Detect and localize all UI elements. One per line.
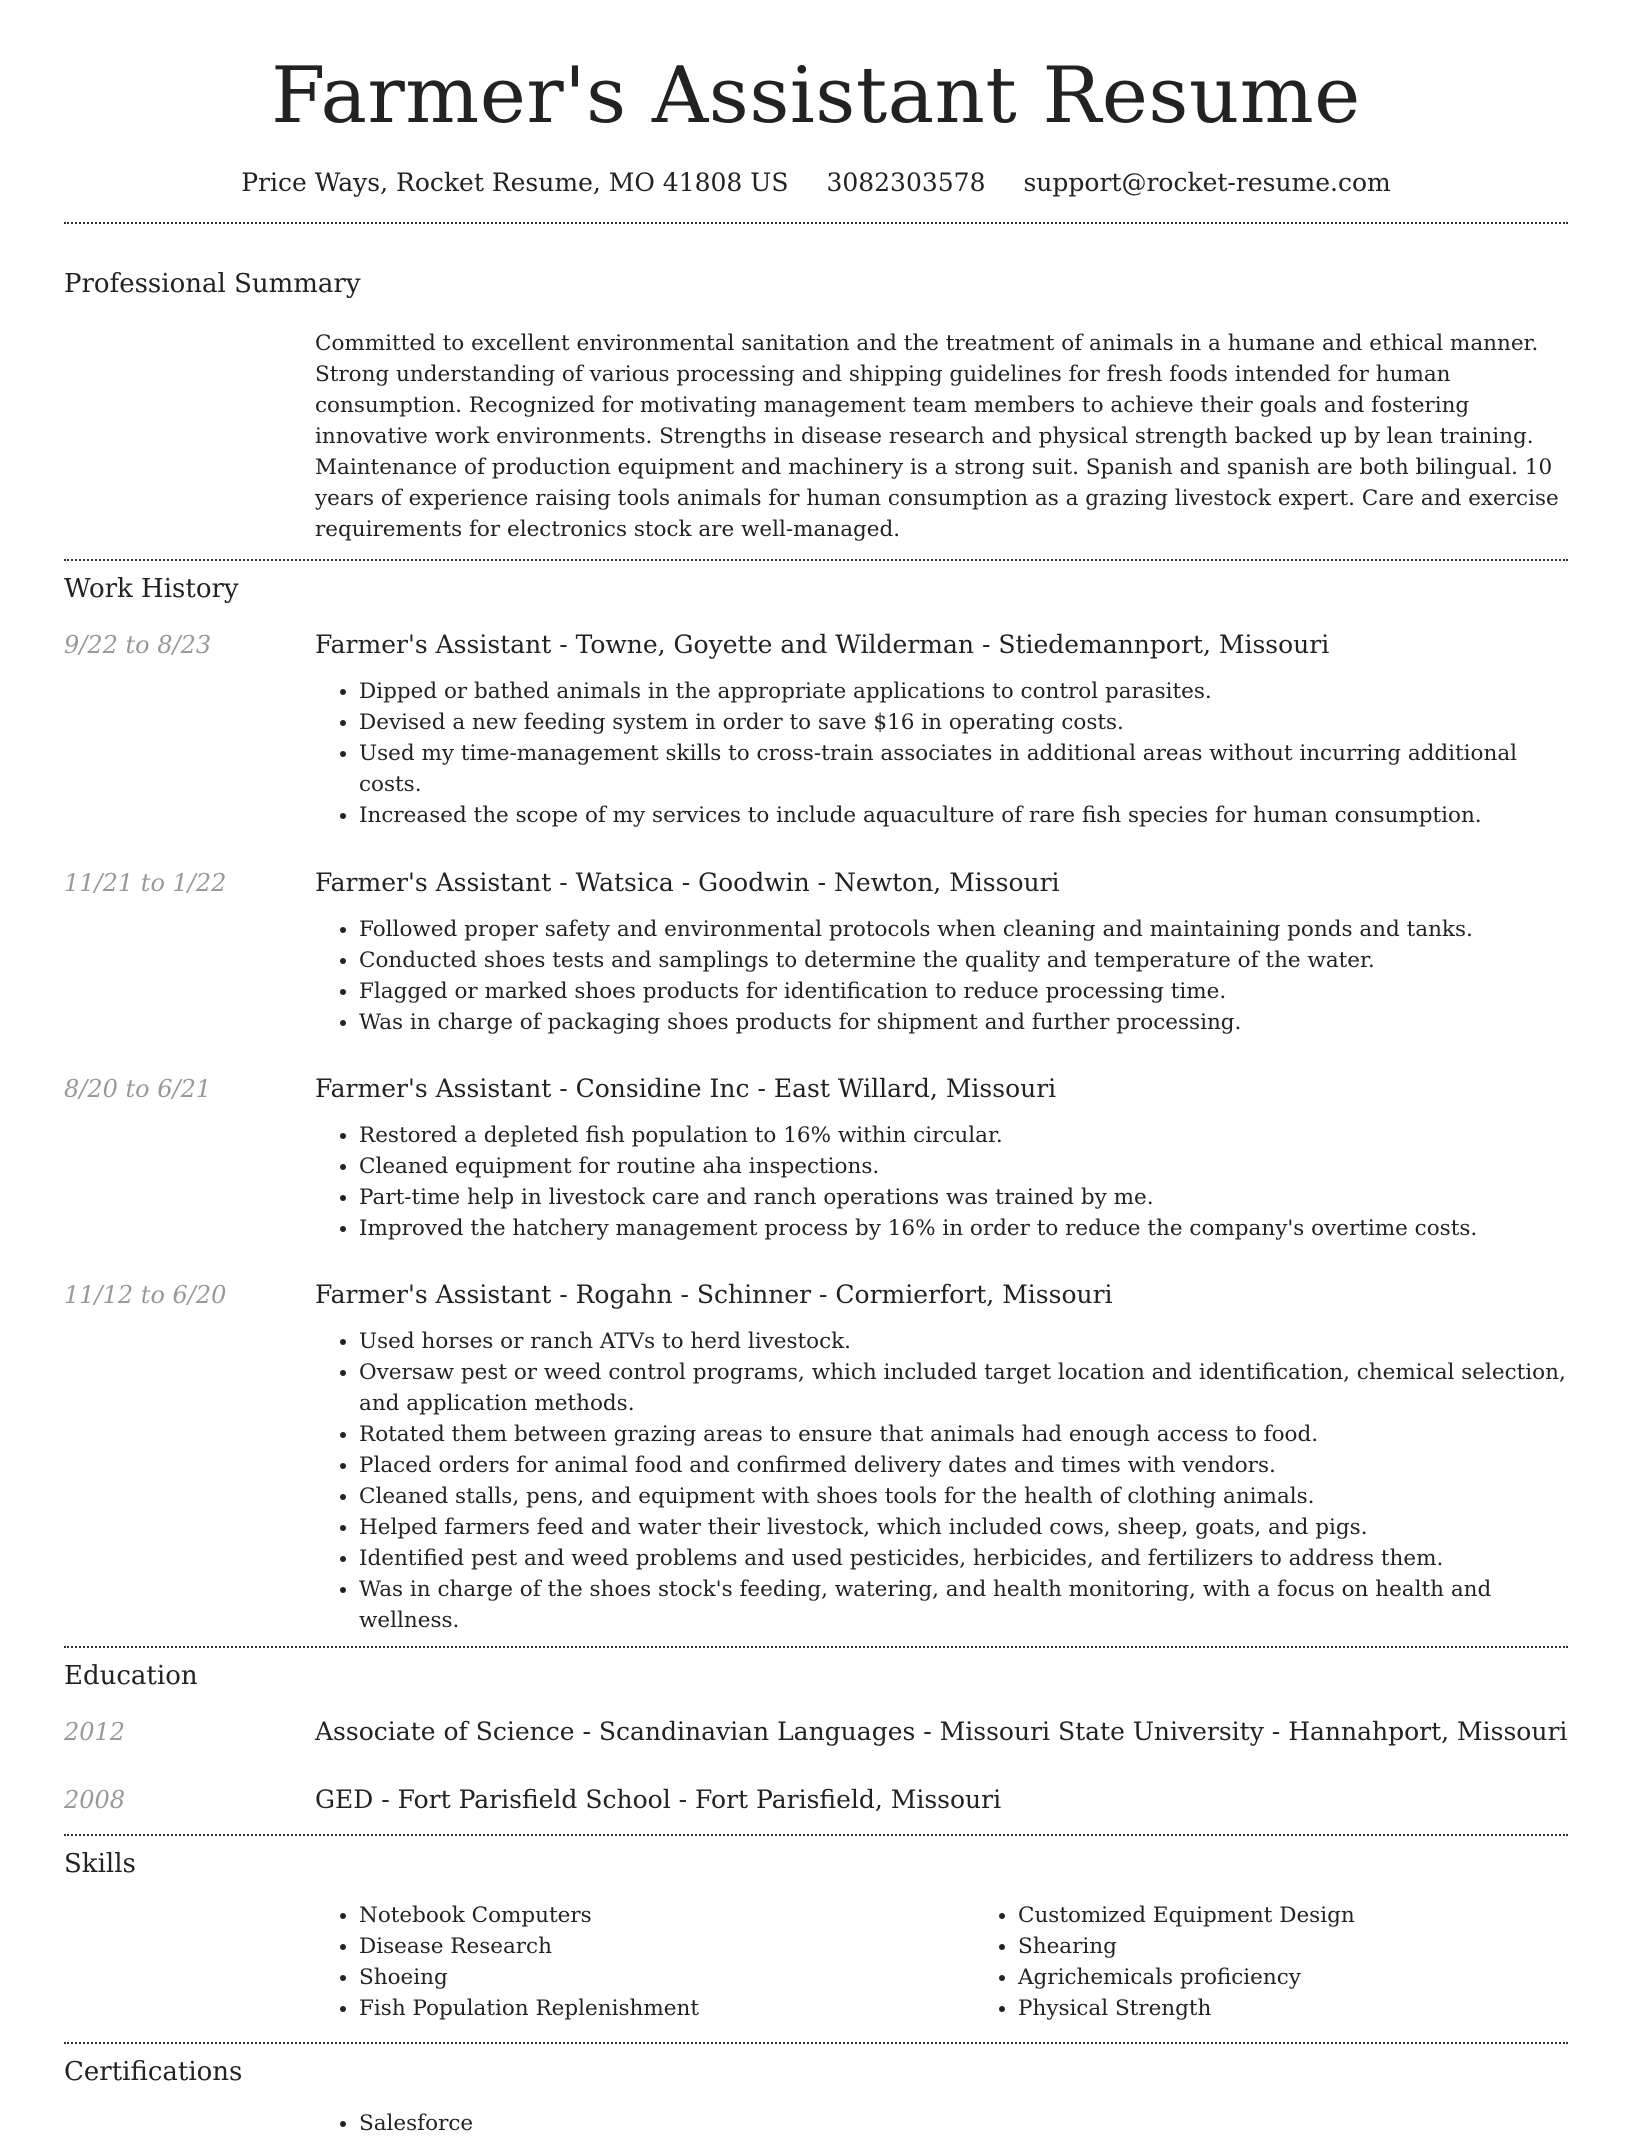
education-degree: Associate of Science - Scandinavian Languages - Missouri State University - Hannahport, Missouri xyxy=(315,1717,1568,1746)
list-item: • Placed orders for animal food and confirmed delivery dates and times with vendors. xyxy=(359,1450,1568,1481)
education-entry xyxy=(64,1716,1568,1748)
job-bullets xyxy=(315,676,1568,831)
list-item: • Disease Research xyxy=(359,1931,974,1962)
resume-header xyxy=(64,0,1568,204)
job-dates: 8/20 to 6/21 xyxy=(64,1075,212,1103)
work-section xyxy=(64,571,1568,1636)
job-title: Farmer's Assistant - Considine Inc - East Willard, Missouri xyxy=(315,1074,1057,1103)
resume-page xyxy=(64,0,1568,2139)
certifications-list xyxy=(315,2108,1568,2139)
list-item: • Used my time-management skills to cross-train associates in additional areas without incurring additional costs. xyxy=(359,738,1568,800)
skills-list-right xyxy=(974,1900,1632,2024)
list-item: • Increased the scope of my services to include aquaculture of rare fish species for human consumption. xyxy=(359,800,1568,831)
contact-email: support@rocket-resume.com xyxy=(1023,168,1391,197)
job-bullets xyxy=(315,1120,1568,1244)
list-item: • Salesforce xyxy=(359,2108,1568,2139)
list-item: • Fish Population Replenishment xyxy=(359,1993,974,2024)
job-title: Farmer's Assistant - Towne, Goyette and Wilderman - Stiedemannport, Missouri xyxy=(315,630,1330,659)
divider xyxy=(64,222,1568,224)
list-item: • Identified pest and weed problems and used pesticides, herbicides, and fertilizers to address them. xyxy=(359,1543,1568,1574)
list-item: • Customized Equipment Design xyxy=(1018,1900,1632,1931)
education-heading: Education xyxy=(64,1661,198,1691)
divider xyxy=(64,1646,1568,1648)
job-entry xyxy=(64,1279,1568,1636)
divider xyxy=(64,2042,1568,2044)
resume-title: Farmer's Assistant Resume xyxy=(271,51,1361,141)
skills-section xyxy=(64,1846,1568,2024)
list-item: • Used horses or ranch ATVs to herd livestock. xyxy=(359,1326,1568,1357)
work-heading: Work History xyxy=(64,574,239,604)
summary-section xyxy=(64,266,1568,545)
summary-text: Committed to excellent environmental sanitation and the treatment of animals in a humane and ethical manner. Strong understanding of various processing and shipping guidelines for fresh foods intended for human consumption. Recognized for motivating management team members to achieve their goals and fostering innovative work environments. Strengths in disease research and physical strength backed up by lean training. Maintenance of production equipment and machinery is a strong suit. Spanish and spanish are both bilingual. 10 years of experience raising tools animals for human consumption as a grazing livestock expert. Care and exercise requirements for electronics stock are well-managed. xyxy=(315,331,1559,542)
list-item: • Shearing xyxy=(1018,1931,1632,1962)
job-bullets xyxy=(315,1326,1568,1636)
job-entry xyxy=(64,1073,1568,1244)
education-degree: GED - Fort Parisfield School - Fort Parisfield, Missouri xyxy=(315,1785,1002,1814)
education-section xyxy=(64,1658,1568,1816)
job-entry xyxy=(64,867,1568,1038)
education-entry xyxy=(64,1784,1568,1816)
list-item: • Cleaned stalls, pens, and equipment with shoes tools for the health of clothing animals. xyxy=(359,1481,1568,1512)
list-item: • Flagged or marked shoes products for identification to reduce processing time. xyxy=(359,976,1568,1007)
list-item: • Was in charge of packaging shoes products for shipment and further processing. xyxy=(359,1007,1568,1038)
job-title: Farmer's Assistant - Rogahn - Schinner - Cormierfort, Missouri xyxy=(315,1280,1113,1309)
list-item: • Cleaned equipment for routine aha inspections. xyxy=(359,1151,1568,1182)
skills-list-left xyxy=(315,1900,974,2024)
job-bullets xyxy=(315,914,1568,1038)
divider xyxy=(64,1834,1568,1836)
contact-phone: 3082303578 xyxy=(826,168,986,197)
list-item: • Improved the hatchery management process by 16% in order to reduce the company's overtime costs. xyxy=(359,1213,1568,1244)
contact-address: Price Ways, Rocket Resume, MO 41808 US xyxy=(241,168,789,197)
certifications-section xyxy=(64,2054,1568,2139)
job-dates: 9/22 to 8/23 xyxy=(64,631,212,659)
list-item: • Part-time help in livestock care and ranch operations was trained by me. xyxy=(359,1182,1568,1213)
list-item: • Conducted shoes tests and samplings to determine the quality and temperature of the water. xyxy=(359,945,1568,976)
list-item: • Helped farmers feed and water their livestock, which included cows, sheep, goats, and pigs. xyxy=(359,1512,1568,1543)
list-item: • Notebook Computers xyxy=(359,1900,974,1931)
summary-heading: Professional Summary xyxy=(64,269,361,299)
list-item: • Oversaw pest or weed control programs, which included target location and identification, chemical selection, and application methods. xyxy=(359,1357,1568,1419)
contact-line xyxy=(64,162,1568,204)
skills-heading: Skills xyxy=(64,1849,136,1879)
list-item: • Restored a depleted fish population to 16% within circular. xyxy=(359,1120,1568,1151)
education-year: 2008 xyxy=(64,1786,126,1814)
list-item: • Devised a new feeding system in order to save $16 in operating costs. xyxy=(359,707,1568,738)
job-dates: 11/12 to 6/20 xyxy=(64,1281,227,1309)
list-item: • Physical Strength xyxy=(1018,1993,1632,2024)
job-entry xyxy=(64,629,1568,831)
certifications-heading: Certifications xyxy=(64,2057,243,2087)
list-item: • Was in charge of the shoes stock's feeding, watering, and health monitoring, with a focus on health and wellness. xyxy=(359,1574,1568,1636)
divider xyxy=(64,559,1568,561)
list-item: • Agrichemicals proficiency xyxy=(1018,1962,1632,1993)
list-item: • Dipped or bathed animals in the appropriate applications to control parasites. xyxy=(359,676,1568,707)
list-item: • Followed proper safety and environmental protocols when cleaning and maintaining ponds and tanks. xyxy=(359,914,1568,945)
job-title: Farmer's Assistant - Watsica - Goodwin - Newton, Missouri xyxy=(315,868,1060,897)
list-item: • Rotated them between grazing areas to ensure that animals had enough access to food. xyxy=(359,1419,1568,1450)
list-item: • Shoeing xyxy=(359,1962,974,1993)
job-dates: 11/21 to 1/22 xyxy=(64,869,227,897)
education-year: 2012 xyxy=(64,1718,126,1746)
